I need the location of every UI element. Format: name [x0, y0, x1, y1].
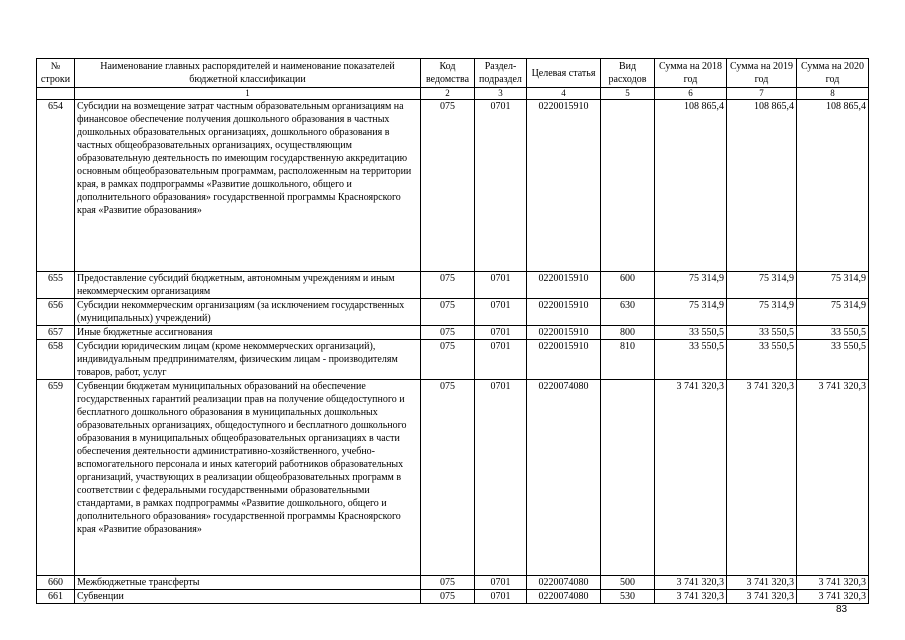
row-target-article: 0220015910 — [527, 272, 601, 299]
row-sum-2019: 75 314,9 — [727, 299, 797, 326]
table-row — [37, 590, 869, 604]
table-row — [37, 380, 869, 576]
row-name: Субсидии на возмещение затрат частным образовательным организациям на финансовое обеспечение получения дошкольного образования в частных дошкольных образовательных организациях, дошкольного образования в частных общеобразовательных организациях, осуществляющим образовательную деятельность по имеющим государственную аккредитацию основным общеобразовательным программам, расположенным на территории края, в рамках подпрограммы «Развитие дошкольного, общего и дополнительного образования» государственной программы Красноярского края «Развитие образования» — [75, 100, 421, 272]
row-target-article: 0220015910 — [527, 299, 601, 326]
row-number: 658 — [37, 340, 75, 380]
header-row-no: № строки — [37, 59, 75, 88]
row-sum-2019: 108 865,4 — [727, 100, 797, 272]
col-number: 3 — [475, 88, 527, 100]
table-row — [37, 272, 869, 299]
header-row — [37, 59, 869, 88]
row-name: Предоставление субсидий бюджетным, автономным учреждениям и иным некоммерческим организациям — [75, 272, 421, 299]
row-expense-type: 600 — [601, 272, 655, 299]
row-expense-type: 800 — [601, 326, 655, 340]
row-sum-2019: 3 741 320,3 — [727, 380, 797, 576]
row-name: Субсидии юридическим лицам (кроме некоммерческих организаций), индивидуальным предпринимателям, физическим лицам - производителям товаров, работ, услуг — [75, 340, 421, 380]
row-sum-2020: 33 550,5 — [797, 340, 869, 380]
header-sum-2020: Сумма на 2020 год — [797, 59, 869, 88]
row-target-article: 0220015910 — [527, 326, 601, 340]
row-name: Субвенции — [75, 590, 421, 604]
budget-table — [36, 58, 869, 604]
row-sum-2020: 3 741 320,3 — [797, 380, 869, 576]
row-section: 0701 — [475, 326, 527, 340]
row-sum-2019: 33 550,5 — [727, 340, 797, 380]
row-expense-type: 630 — [601, 299, 655, 326]
row-expense-type: 810 — [601, 340, 655, 380]
col-number: 7 — [727, 88, 797, 100]
row-name: Межбюджетные трансферты — [75, 576, 421, 590]
col-number: 6 — [655, 88, 727, 100]
row-sum-2019: 33 550,5 — [727, 326, 797, 340]
row-sum-2020: 3 741 320,3 — [797, 576, 869, 590]
row-sum-2020: 75 314,9 — [797, 272, 869, 299]
header-sum-2018: Сумма на 2018 год — [655, 59, 727, 88]
header-dept: Код ведомства — [421, 59, 475, 88]
row-name: Субвенции бюджетам муниципальных образований на обеспечение государственных гарантий реализации прав на получение общедоступного и бесплатного дошкольного образования в муниципальных дошкольных образовательных организациях, общедоступного и бесплатного дошкольного образования в муниципальных общеобразовательных организациях в части обеспечения деятельности административно-хозяйственного, учебно-вспомогательного персонала и иных категорий работников образовательных организаций, участвующих в реализации общеобразовательных программ в соответствии с федеральными государственными образовательными стандартами, в рамках подпрограммы «Развитие дошкольного, общего и дополнительного образования» государственной программы Красноярского края «Развитие образования» — [75, 380, 421, 576]
row-number: 660 — [37, 576, 75, 590]
row-sum-2018: 75 314,9 — [655, 272, 727, 299]
row-sum-2020: 75 314,9 — [797, 299, 869, 326]
row-sum-2018: 108 865,4 — [655, 100, 727, 272]
row-sum-2019: 75 314,9 — [727, 272, 797, 299]
row-dept-code: 075 — [421, 576, 475, 590]
row-sum-2018: 33 550,5 — [655, 340, 727, 380]
page-number: 83 — [836, 604, 848, 615]
row-sum-2018: 75 314,9 — [655, 299, 727, 326]
header-name: Наименование главных распорядителей и наименование показателей бюджетной классификации — [75, 59, 421, 88]
row-dept-code: 075 — [421, 340, 475, 380]
row-sum-2018: 3 741 320,3 — [655, 590, 727, 604]
row-sum-2020: 108 865,4 — [797, 100, 869, 272]
row-expense-type: 500 — [601, 576, 655, 590]
header-sum-2019: Сумма на 2019 год — [727, 59, 797, 88]
header-section: Раздел-подраздел — [475, 59, 527, 88]
col-number: 4 — [527, 88, 601, 100]
row-dept-code: 075 — [421, 326, 475, 340]
col-number: 5 — [601, 88, 655, 100]
row-sum-2020: 33 550,5 — [797, 326, 869, 340]
row-number: 656 — [37, 299, 75, 326]
row-expense-type: 530 — [601, 590, 655, 604]
row-target-article: 0220074080 — [527, 380, 601, 576]
col-number: 2 — [421, 88, 475, 100]
row-target-article: 0220074080 — [527, 576, 601, 590]
row-dept-code: 075 — [421, 590, 475, 604]
row-section: 0701 — [475, 299, 527, 326]
row-dept-code: 075 — [421, 272, 475, 299]
row-section: 0701 — [475, 340, 527, 380]
row-number: 655 — [37, 272, 75, 299]
row-sum-2018: 3 741 320,3 — [655, 380, 727, 576]
row-expense-type — [601, 380, 655, 576]
row-target-article: 0220074080 — [527, 590, 601, 604]
row-sum-2019: 3 741 320,3 — [727, 590, 797, 604]
row-dept-code: 075 — [421, 380, 475, 576]
header-target: Целевая статья — [527, 59, 601, 88]
row-number: 654 — [37, 100, 75, 272]
row-sum-2019: 3 741 320,3 — [727, 576, 797, 590]
row-section: 0701 — [475, 100, 527, 272]
col-number: 1 — [75, 88, 421, 100]
table-row — [37, 576, 869, 590]
table-row — [37, 299, 869, 326]
row-number: 661 — [37, 590, 75, 604]
row-number: 657 — [37, 326, 75, 340]
table-row — [37, 100, 869, 272]
row-section: 0701 — [475, 272, 527, 299]
row-name: Субсидии некоммерческим организациям (за исключением государственных (муниципальных) учреждений) — [75, 299, 421, 326]
col-number: 8 — [797, 88, 869, 100]
row-target-article: 0220015910 — [527, 100, 601, 272]
table-row — [37, 340, 869, 380]
col-number — [37, 88, 75, 100]
row-name: Иные бюджетные ассигнования — [75, 326, 421, 340]
row-dept-code: 075 — [421, 299, 475, 326]
column-number-row — [37, 88, 869, 100]
row-expense-type — [601, 100, 655, 272]
row-section: 0701 — [475, 380, 527, 576]
row-section: 0701 — [475, 590, 527, 604]
table-row — [37, 326, 869, 340]
row-section: 0701 — [475, 576, 527, 590]
header-exp-type: Вид расходов — [601, 59, 655, 88]
row-sum-2020: 3 741 320,3 — [797, 590, 869, 604]
row-sum-2018: 33 550,5 — [655, 326, 727, 340]
row-dept-code: 075 — [421, 100, 475, 272]
row-sum-2018: 3 741 320,3 — [655, 576, 727, 590]
row-target-article: 0220015910 — [527, 340, 601, 380]
row-number: 659 — [37, 380, 75, 576]
